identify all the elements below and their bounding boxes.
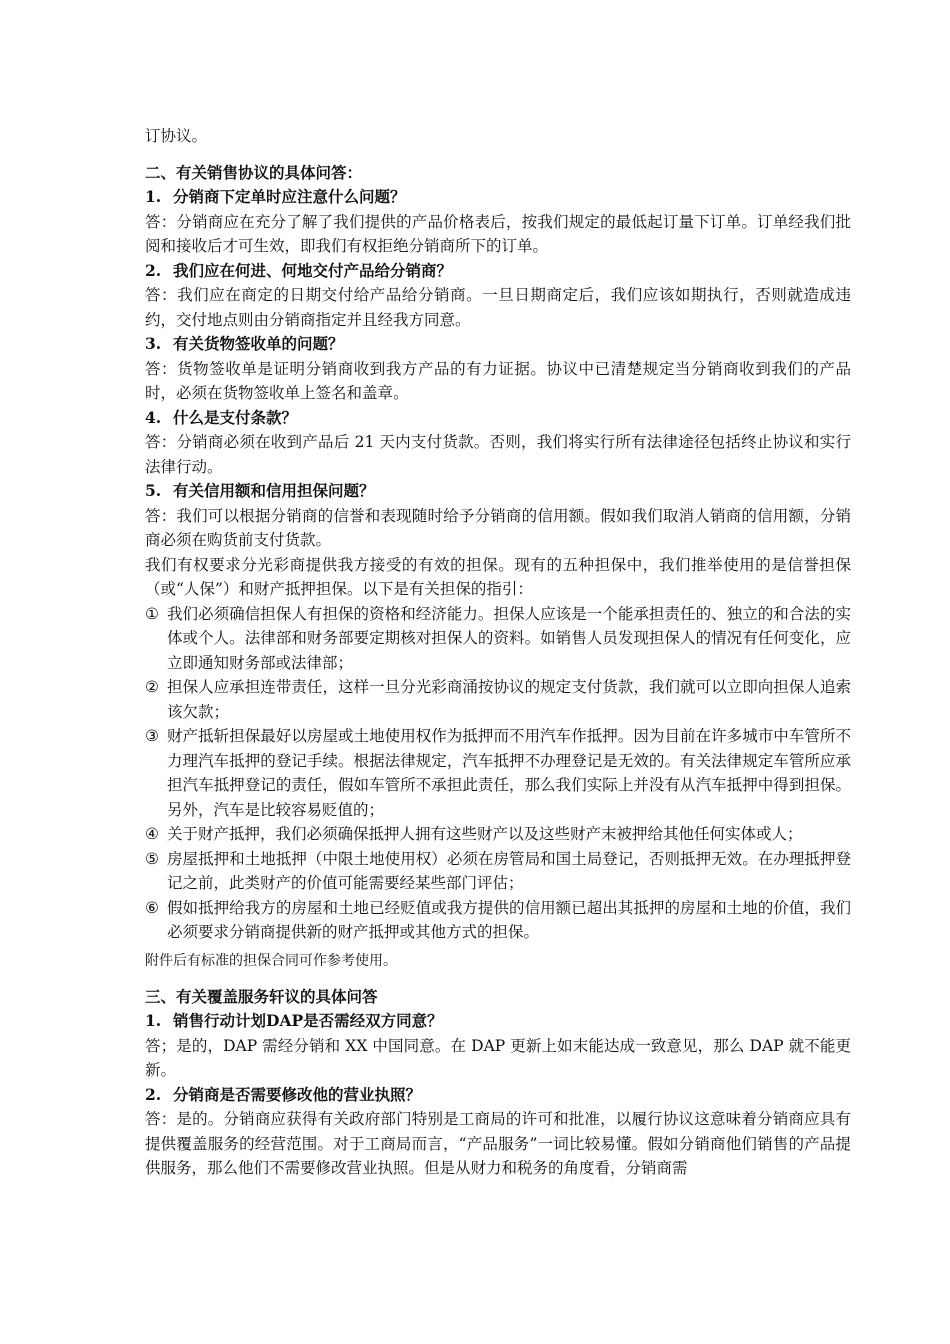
guideline-text: 假如抵押给我方的房屋和土地已经贬值或我方提供的信用额已超出其抵押的房屋和土地的价值，我们必须要求分销商提供新的财产抵押或其他方式的担保。 — [167, 898, 851, 941]
guideline-text: 担保人应承担连带责任，这样一旦分光彩商涌按协议的规定支付货款，我们就可以立即向担保人追索该欠款； — [167, 678, 851, 721]
question-number: 1. — [145, 187, 162, 206]
question-number: 1. — [145, 1011, 162, 1030]
question-number: 2. — [145, 260, 162, 280]
guideline-text: 财产抵斩担保最好以房屋或土地使用权作为抵押而不用汽车作抵押。因为目前在许多城市中车管所不力理汽车抵押的登记手续。根据法律规定，汽车抵押不办理登记是无效的。有关法律规定车管所应承担汽车抵押登记的责任，假如车管所不承担此责任，那么我们实际上并没有从汽车抵押中得到担保。另外，汽车是比较容易贬值的； — [167, 727, 851, 819]
answer-text: 答；是的，DAP 需经分销和 XX 中国同意。在 DAP 更新上如末能达成一致意见，那么 DAP 就不能更新。 — [145, 1036, 851, 1079]
document-body — [145, 124, 851, 1181]
answer-text: 答：我们可以根据分销商的信誉和表现随时给予分销商的信用额。假如我们取消人销商的信用额，分销商必须在购货前支付货款。 — [145, 506, 851, 549]
guideline-item — [145, 724, 851, 822]
question-text: 分销商是否需要修改他的营业执照？ — [173, 1084, 422, 1104]
answer-text: 答：是的。分销商应获得有关政府部门特别是工商局的许可和批准，以履行协议这意味着分销商应具有提供覆盖服务的经营范围。对于工商局而言，“产品服务”一词比较易懂。假如分销商他们销售的产品提供服务，那么他们不需要修改营业执照。但是从财力和税务的角度看，分销商需 — [145, 1110, 851, 1177]
guideline-text: 房屋抵押和土地抵押（中限土地使用权）必须在房管局和国土局登记，否则抵押无效。在办理抵押登记之前，此类财产的价值可能需要经某些部门评估； — [167, 849, 851, 892]
guideline-item — [145, 847, 851, 896]
guideline-item — [145, 602, 851, 676]
circled-number: ② — [145, 678, 159, 696]
guideline-text: 关于财产抵押，我们必须确保抵押人拥有这些财产以及这些财产末被押给其他任何实体或人； — [167, 825, 803, 843]
circled-number: ⑤ — [145, 849, 159, 868]
qa-item — [145, 259, 851, 333]
section3-heading: 三、有关覆盖服务轩议的具体问答 — [145, 986, 378, 1006]
question-text: 有关货物签收单的问题？ — [173, 334, 344, 353]
question-number: 5. — [145, 481, 162, 500]
answer-text: 答：分销商必须在收到产品后 21 天内支付货款。否则，我们将实行所有法律途径包括终止协议和实行法律行动。 — [145, 433, 851, 476]
guideline-text: 我们必须确信担保人有担保的资格和经济能力。担保人应该是一个能承担责任的、独立的和合法的实体或个人。法律部和财务部要定期核对担保人的资料。如销售人员发现担保人的情况有任何变化，应立即通知财务部或法律部； — [167, 604, 851, 672]
guideline-item — [145, 675, 851, 724]
answer-text: 答：我们应在商定的日期交付给产品给分销商。一旦日期商定后，我们应该如期执行，否则就造成违约，交付地点则由分销商指定并且经我方同意。 — [145, 286, 851, 329]
section2-heading: 二、有关销售协议的具体问答： — [145, 162, 363, 182]
question-number: 4. — [145, 407, 162, 427]
answer-text: 答：货物签收单是证明分销商收到我方产品的有力证据。协议中已清楚规定当分销商收到我们的产品时，必须在货物签收单上签名和盖章。 — [145, 359, 851, 402]
qa-item — [145, 479, 851, 553]
question-text: 有关信用额和信用担保问题？ — [173, 481, 375, 500]
qa-item — [145, 406, 851, 480]
guideline-list — [145, 602, 851, 945]
guarantee-paragraph: 我们有权要求分光彩商提供我方接受的有效的担保。现有的五种担保中，我们推举使用的是信誉担保（或“人保”）和财产抵押担保。以下是有关担保的指引： — [145, 555, 851, 598]
question-text: 我们应在何进、何地交付产品给分销商？ — [173, 260, 453, 280]
circled-number: ④ — [145, 825, 159, 843]
question-text: 销售行动计划DAP是否需经双方同意？ — [173, 1011, 443, 1030]
guideline-item — [145, 896, 851, 945]
attachment-note: 附件后有标准的担保合同可作参考使用。 — [145, 952, 397, 969]
qa-item — [145, 332, 851, 406]
qa-item — [145, 185, 851, 259]
intro-tail: 订协议。 — [145, 127, 208, 145]
guideline-item — [145, 822, 851, 847]
question-number: 3. — [145, 334, 162, 353]
question-number: 2. — [145, 1084, 162, 1104]
question-text: 分销商下定单时应注意什么问题？ — [173, 187, 406, 206]
question-text: 什么是支付条款？ — [173, 407, 298, 427]
circled-number: ① — [145, 604, 159, 623]
circled-number: ⑥ — [145, 898, 159, 917]
circled-number: ③ — [145, 727, 159, 745]
qa-item — [145, 1009, 851, 1083]
qa-item — [145, 1083, 851, 1181]
answer-text: 答：分销商应在充分了解了我们提供的产品价格表后，按我们规定的最低起订量下订单。订单经我们批阅和接收后才可生效，即我们有权拒绝分销商所下的订单。 — [145, 212, 851, 255]
